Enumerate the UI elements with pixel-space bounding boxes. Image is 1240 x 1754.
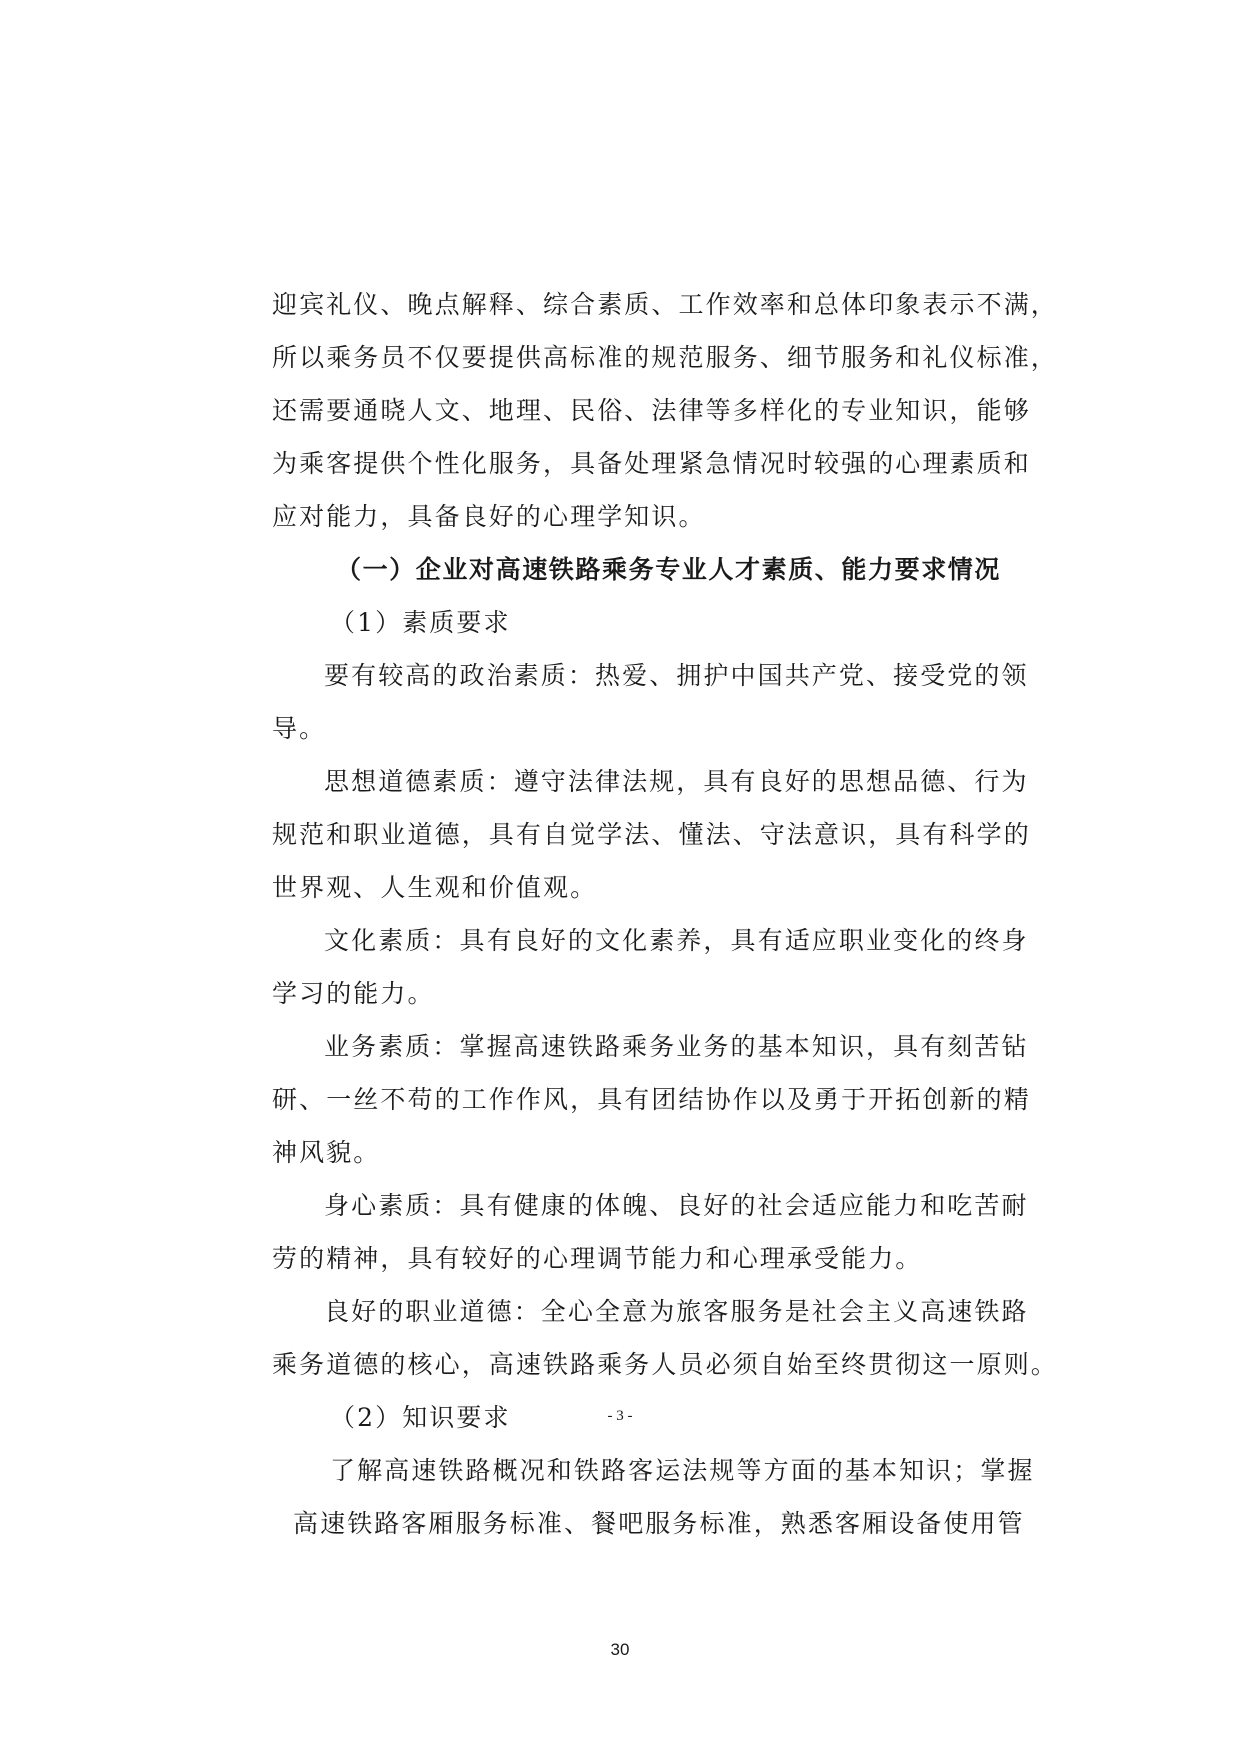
paragraph-line: 劳的精神，具有较好的心理调节能力和心理承受能力。 (272, 1244, 923, 1273)
paragraph-line: 世界观、人生观和价值观。 (272, 873, 598, 902)
paragraph-line: 神风貌。 (272, 1138, 381, 1167)
section-heading: （一）企业对高速铁路乘务专业人才素质、能力要求情况 (336, 555, 1002, 584)
body-text (272, 278, 1058, 1550)
paragraph-line: 了解高速铁路概况和铁路客运法规等方面的基本知识；掌握 (330, 1456, 1035, 1485)
paragraph-line: 导。 (272, 714, 327, 743)
paragraph-line: 乘务道德的核心，高速铁路乘务人员必须自始至终贯彻这一原则。 (272, 1350, 1058, 1379)
paragraph-line: 身心素质：具有健康的体魄、良好的社会适应能力和吃苦耐 (324, 1191, 1029, 1220)
paragraph-line: 所以乘务员不仅要提供高标准的规范服务、细节服务和礼仪标准， (272, 343, 1058, 372)
paragraph-line: 要有较高的政治素质：热爱、拥护中国共产党、接受党的领 (324, 661, 1029, 690)
paragraph-line: 为乘客提供个性化服务，具备处理紧急情况时较强的心理素质和 (272, 449, 1031, 478)
paragraph-line: 还需要通晓人文、地理、民俗、法律等多样化的专业知识，能够 (272, 396, 1031, 425)
paragraph-line: 良好的职业道德：全心全意为旅客服务是社会主义高速铁路 (324, 1297, 1029, 1326)
subsection-heading: （2）知识要求 (330, 1403, 511, 1432)
subsection-heading: （1）素质要求 (330, 608, 511, 637)
paragraph-line: 学习的能力。 (272, 979, 435, 1008)
page-number: 30 (610, 1640, 630, 1659)
paragraph-line: 规范和职业道德，具有自觉学法、懂法、守法意识，具有科学的 (272, 820, 1031, 849)
paragraph-line: 思想道德素质：遵守法律法规，具有良好的思想品德、行为 (324, 767, 1029, 796)
paragraph-line: 文化素质：具有良好的文化素养，具有适应职业变化的终身 (324, 926, 1029, 955)
paragraph-line: 高速铁路客厢服务标准、餐吧服务标准，熟悉客厢设备使用管 (293, 1509, 1025, 1538)
inner-page-number: - 3 - (607, 1408, 633, 1424)
paragraph-line: 研、一丝不苟的工作作风，具有团结协作以及勇于开拓创新的精 (272, 1085, 1031, 1114)
paragraph-line: 迎宾礼仪、晚点解释、综合素质、工作效率和总体印象表示不满， (272, 290, 1058, 319)
paragraph-line: 业务素质：掌握高速铁路乘务业务的基本知识，具有刻苦钻 (324, 1032, 1029, 1061)
paragraph-line: 应对能力，具备良好的心理学知识。 (272, 502, 706, 531)
